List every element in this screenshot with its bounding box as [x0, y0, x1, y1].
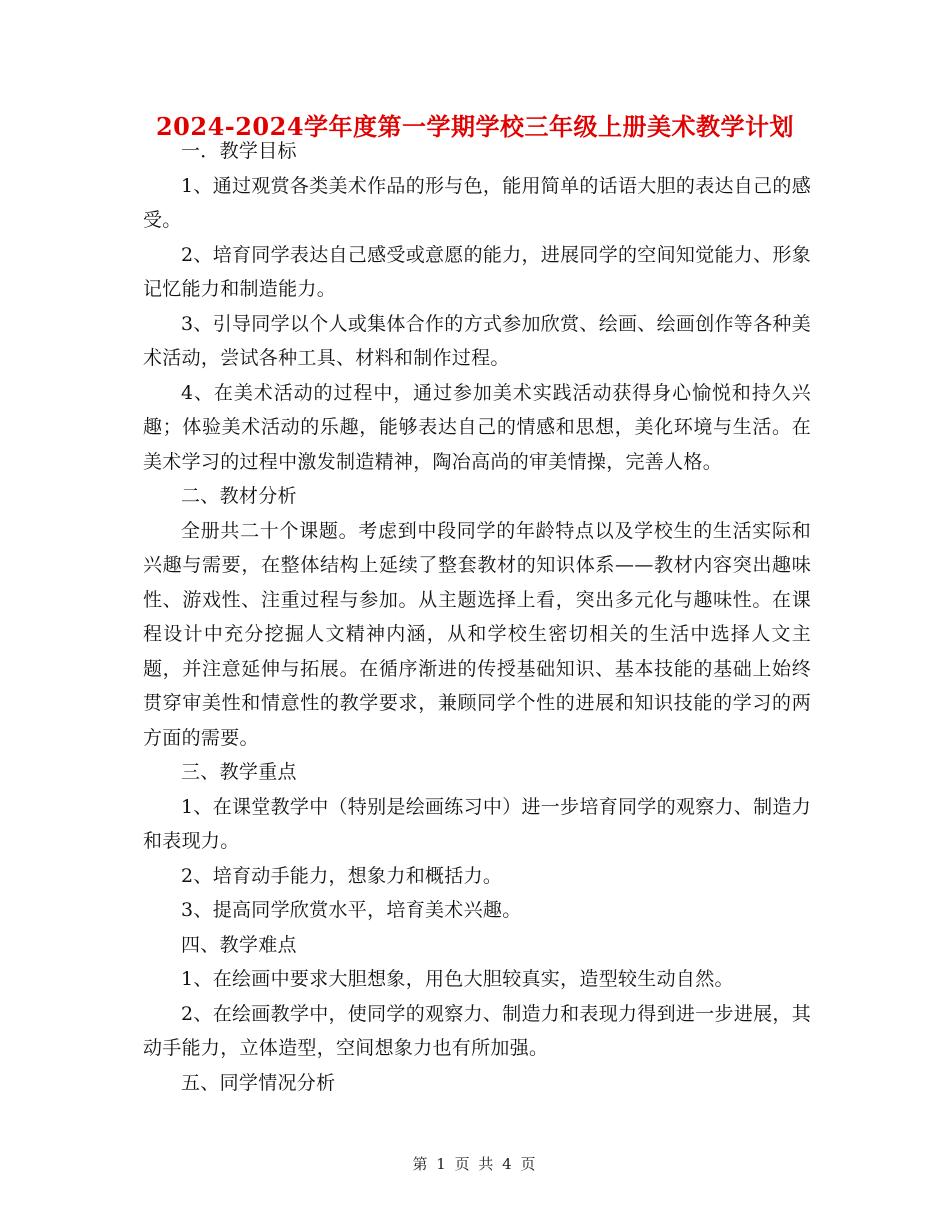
paragraph: 2、在绘画教学中，使同学的观察力、制造力和表现力得到进一步进展，其动手能力，立体造型，空间想象力也有所加强。	[143, 1002, 811, 1059]
paragraph: 1、在绘画中要求大胆想象，用色大胆较真实，造型较生动自然。	[181, 968, 734, 990]
section-heading-materials: 二、教材分析	[181, 485, 297, 507]
paragraph: 全册共二十个课题。考虑到中段同学的年龄特点以及学校生的生活实际和兴趣与需要，在整体结构上延续了整套教材的知识体系——教材内容突出趣味性、游戏性、注重过程与参加。从主题选择上看，突出多元化与趣味性。在课程设计中充分挖掘人文精神内涵，从和学校生密切相关的生活中选择人文主题，并注意延伸与拓展。在循序渐进的传授基础知识、基本技能的基础上始终贯穿审美性和情意性的教学要求，兼顾同学个性的进展和知识技能的学习的两方面的需要。	[143, 519, 811, 749]
section-heading-difficulties: 四、教学难点	[181, 933, 297, 956]
document-body	[143, 134, 811, 1100]
paragraph: 1、通过观赏各类美术作品的形与色，能用简单的话语大胆的表达自己的感受。	[143, 174, 811, 231]
section-heading-students: 五、同学情况分析	[181, 1071, 336, 1094]
section-heading-key-points: 三、教学重点	[181, 761, 297, 783]
paragraph: 2、培育同学表达自己感受或意愿的能力，进展同学的空间知觉能力、形象记忆能力和制造能力。	[143, 243, 811, 300]
paragraph: 1、在课堂教学中（特别是绘画练习中）进一步培育同学的观察力、制造力和表现力。	[143, 795, 811, 852]
document-title: 2024-2024学年度第一学期学校三年级上册美术教学计划	[155, 112, 795, 141]
paragraph: 4、在美术活动的过程中，通过参加美术实践活动获得身心愉悦和持久兴趣；体验美术活动的乐趣，能够表达自己的情感和思想，美化环境与生活。在美术学习的过程中激发制造精神，陶冶高尚的审美情操，完善人格。	[143, 381, 811, 473]
page-footer: 第 1 页 共 4 页	[412, 1155, 538, 1173]
paragraph: 2、培育动手能力，想象力和概括力。	[181, 864, 503, 887]
paragraph: 3、提高同学欣赏水平，培育美术兴趣。	[181, 899, 522, 921]
paragraph: 3、引导同学以个人或集体合作的方式参加欣赏、绘画、绘画创作等各种美术活动，尝试各种工具、材料和制作过程。	[143, 312, 811, 369]
section-heading-goals: 一．教学目标	[181, 140, 297, 162]
